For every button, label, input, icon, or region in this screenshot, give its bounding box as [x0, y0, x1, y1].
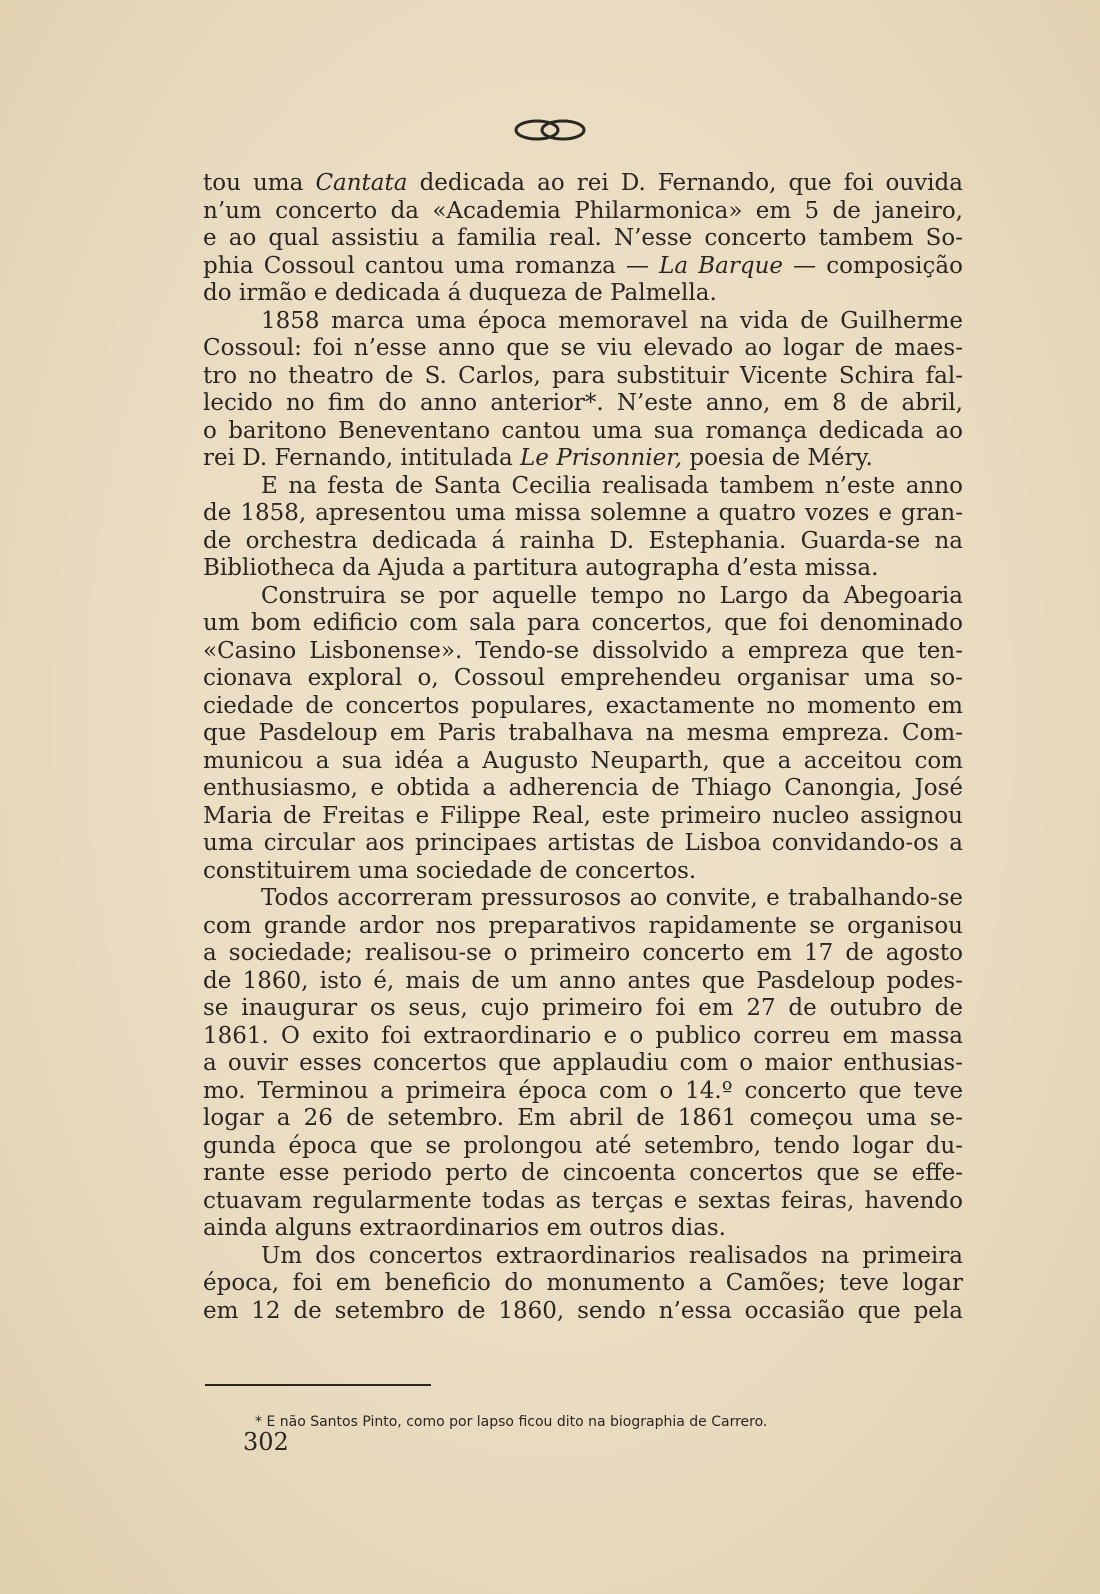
text-line — [203, 858, 963, 886]
text-line — [203, 610, 963, 638]
text-segment: com grande ardor nos preparativos rapidamente se organisou — [203, 912, 963, 939]
text-line — [203, 418, 963, 446]
text-line — [203, 885, 963, 913]
text-line — [203, 528, 963, 556]
text-line — [203, 940, 963, 968]
text-line — [203, 583, 963, 611]
text-line — [203, 170, 963, 198]
text-segment: logar a 26 de setembro. Em abril de 1861 começou uma se- — [203, 1105, 963, 1131]
text-line — [203, 748, 963, 776]
text-line — [203, 308, 963, 336]
text-segment: se inaugurar os seus, cujo primeiro foi em 27 de outubro de — [203, 995, 963, 1021]
text-line — [203, 500, 963, 528]
text-line — [203, 1078, 963, 1106]
text-segment: E na festa de Santa Cecilia realisada tambem n’este anno — [261, 472, 963, 499]
text-segment: tou uma — [203, 170, 316, 196]
text-segment: dedicada ao rei D. Fernando, que foi ouvida — [407, 170, 963, 196]
text-line — [203, 1270, 963, 1298]
double-oval-ornament-icon — [510, 112, 590, 148]
text-line — [203, 1243, 963, 1271]
text-line — [203, 445, 963, 473]
text-line — [203, 225, 963, 253]
text-line — [203, 473, 963, 501]
text-segment: 1858 marca uma época memoravel na vida de Guilherme — [261, 307, 963, 334]
text-line — [203, 280, 963, 308]
text-line — [203, 638, 963, 666]
text-line — [203, 693, 963, 721]
text-segment: do irmão e dedicada á duqueza de Palmella. — [203, 280, 717, 306]
text-line — [203, 1215, 963, 1243]
text-line — [203, 390, 963, 418]
text-line — [203, 1160, 963, 1188]
text-segment: de 1858, apresentou uma missa solemne a quatro vozes e gran- — [203, 500, 963, 526]
text-segment: tro no theatro de S. Carlos, para substituir Vicente Schira fal- — [203, 362, 963, 389]
text-segment: ainda alguns extraordinarios em outros dias. — [203, 1215, 726, 1241]
text-segment: — composição — [783, 252, 963, 279]
header-ornament — [0, 112, 1100, 152]
text-segment: o baritono Beneventano cantou uma sua romança dedicada ao — [203, 417, 963, 444]
footnote-rule — [205, 1384, 431, 1386]
text-line — [203, 1298, 963, 1326]
text-line — [203, 363, 963, 391]
text-segment: n’um concerto da «Academia Philarmonica» em 5 de janeiro, — [203, 197, 963, 224]
text-segment: rante esse periodo perto de cincoenta concertos que se effe- — [203, 1160, 963, 1186]
text-line — [203, 665, 963, 693]
text-line — [203, 775, 963, 803]
text-line — [203, 335, 963, 363]
text-segment: lecido no fim do anno anterior*. N’este anno, em 8 de abril, — [203, 390, 963, 416]
text-line — [203, 198, 963, 226]
text-line — [203, 1050, 963, 1078]
text-segment: rei D. Fernando, intitulada — [203, 445, 520, 471]
text-segment: uma circular aos principaes artistas de Lisboa convidando-os a — [203, 830, 963, 856]
text-segment: e ao qual assistiu a familia real. N’esse concerto tambem So- — [203, 225, 963, 251]
text-segment: a sociedade; realisou-se o primeiro concerto em 17 de agosto — [203, 940, 963, 966]
text-segment: cionava exploral o, Cossoul emprehendeu organisar uma so- — [203, 665, 963, 691]
page-number: 302 — [243, 1428, 289, 1456]
text-segment: poesia de Méry. — [682, 445, 873, 471]
text-segment: enthusiasmo, e obtida a adherencia de Thiago Canongia, José — [203, 775, 963, 801]
text-line — [203, 913, 963, 941]
text-segment: constituirem uma sociedade de concertos. — [203, 857, 697, 884]
text-line — [203, 1188, 963, 1216]
text-segment: Um dos concertos extraordinarios realisados na primeira — [261, 1242, 963, 1269]
text-segment: de orchestra dedicada á rainha D. Estephania. Guarda-se na — [203, 527, 963, 554]
text-line — [203, 968, 963, 996]
text-line — [203, 830, 963, 858]
text-line — [203, 720, 963, 748]
text-segment: Bibliotheca da Ajuda a partitura autographa d’esta missa. — [203, 555, 879, 581]
text-segment: mo. Terminou a primeira época com o 14.º concerto que teve — [203, 1077, 963, 1104]
text-segment: municou a sua idéa a Augusto Neuparth, que a acceitou com — [203, 747, 963, 774]
text-segment: Todos accorreram pressurosos ao convite, e trabalhando-se — [261, 885, 963, 911]
footnote: * E não Santos Pinto, como por lapso ficou dito na biographia de Carrero. — [255, 1414, 768, 1430]
text-segment: um bom edificio com sala para concertos, que foi denominado — [203, 610, 963, 636]
text-line — [203, 253, 963, 281]
text-segment: gunda época que se prolongou até setembro, tendo logar du- — [203, 1132, 963, 1159]
italic-title: Cantata — [315, 170, 408, 196]
text-segment: «Casino Lisbonense». Tendo-se dissolvido a empreza que ten- — [203, 637, 963, 664]
text-segment: Maria de Freitas e Filippe Real, este primeiro nucleo assignou — [203, 802, 963, 829]
text-line — [203, 1105, 963, 1133]
text-segment: Construira se por aquelle tempo no Largo da Abegoaria — [261, 582, 963, 609]
italic-title: La Barque — [659, 252, 783, 279]
body-text — [203, 170, 963, 1325]
text-segment: 1861. O exito foi extraordinario e o publico correu em massa — [203, 1022, 963, 1049]
italic-title: Le Prisonnier, — [520, 445, 683, 471]
text-line — [203, 803, 963, 831]
text-segment: a ouvir esses concertos que applaudiu com o maior enthusias- — [203, 1050, 963, 1076]
text-segment: ctuavam regularmente todas as terças e sextas feiras, havendo — [203, 1187, 963, 1214]
text-segment: de 1860, isto é, mais de um anno antes que Pasdeloup podes- — [203, 967, 963, 994]
text-segment: phia Cossoul cantou uma romanza — — [203, 252, 660, 279]
text-line — [203, 995, 963, 1023]
text-segment: ciedade de concertos populares, exactamente no momento em — [203, 692, 963, 719]
text-segment: época, foi em beneficio do monumento a Camões; teve logar — [203, 1270, 963, 1296]
text-segment: Cossoul: foi n’esse anno que se viu elevado ao logar de maes- — [203, 335, 963, 361]
text-segment: que Pasdeloup em Paris trabalhava na mesma empreza. Com- — [203, 720, 963, 746]
text-line — [203, 1133, 963, 1161]
text-line — [203, 555, 963, 583]
text-line — [203, 1023, 963, 1051]
text-segment: em 12 de setembro de 1860, sendo n’essa occasião que pela — [203, 1297, 963, 1324]
